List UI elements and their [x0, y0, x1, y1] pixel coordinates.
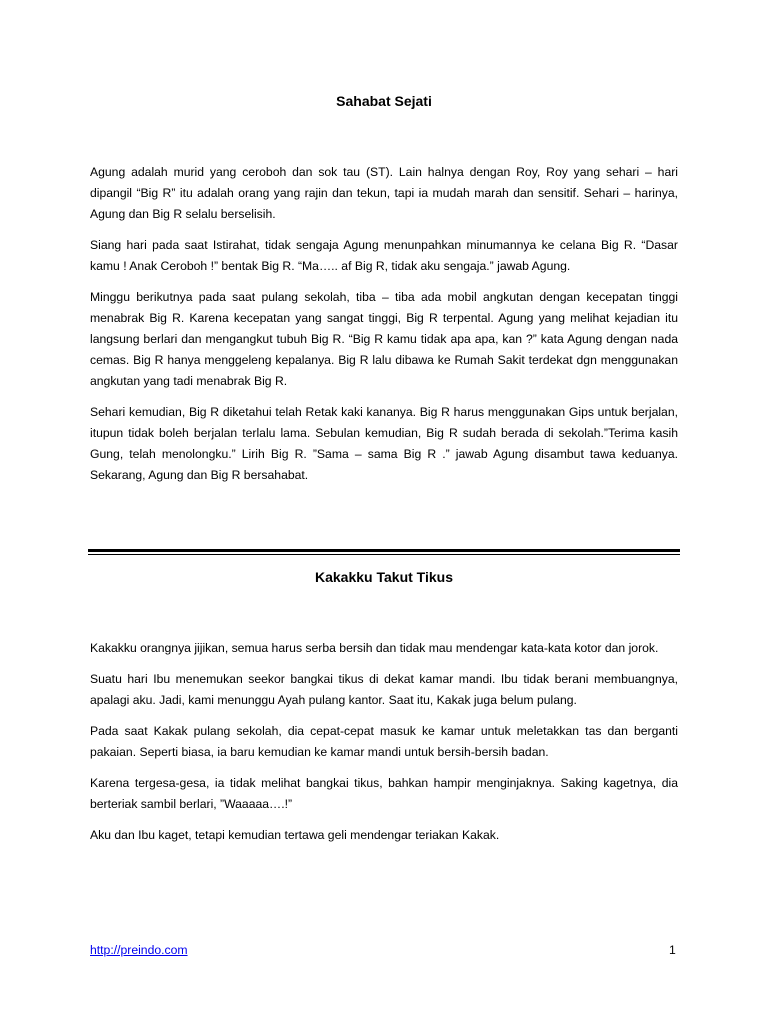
paragraph: Sehari kemudian, Big R diketahui telah Retak kaki kananya. Big R harus menggunakan Gips untuk berjalan, itupun tidak boleh berjalan terlalu lama. Sebulan kemudian, Big R sudah berada di sekolah.”Terima kasih Gung, telah menolongku.” Lirih Big R. ”Sama – sama Big R .” jawab Agung disambut tawa keduanya. Sekarang, Agung dan Big R bersahabat.	[90, 405, 678, 482]
paragraph: Siang hari pada saat Istirahat, tidak sengaja Agung menunpahkan minumannya ke celana Big R. “Dasar kamu ! Anak Ceroboh !” bentak Big R. “Ma….. af Big R, tidak aku sengaja.” jawab Agung.	[90, 238, 678, 273]
paragraph: Karena tergesa-gesa, ia tidak melihat bangkai tikus, bahkan hampir menginjaknya. Saking kagetnya, dia berteriak sambil berlari, ”Waaaaa….!”	[90, 776, 678, 811]
divider-thin-line	[88, 554, 680, 555]
paragraph: Suatu hari Ibu menemukan seekor bangkai tikus di dekat kamar mandi. Ibu tidak berani membuangnya, apalagi aku. Jadi, kami menunggu Ayah pulang kantor. Saat itu, Kakak juga belum pulang.	[90, 672, 678, 707]
story-body	[90, 162, 678, 496]
footer-link[interactable]: http://preindo.com	[90, 943, 188, 957]
paragraph: Agung adalah murid yang ceroboh dan sok tau (ST). Lain halnya dengan Roy, Roy yang sehari – hari dipangil “Big R” itu adalah orang yang rajin dan tekun, tapi ia mudah marah dan sensitif. Sehari – harinya, Agung dan Big R selalu berselisih.	[90, 165, 678, 221]
paragraph: Kakakku orangnya jijikan, semua harus serba bersih dan tidak mau mendengar kata-kata kotor dan jorok.	[90, 641, 659, 655]
divider-thick-line	[88, 549, 680, 552]
story-body	[90, 638, 678, 856]
paragraph: Pada saat Kakak pulang sekolah, dia cepat-cepat masuk ke kamar untuk meletakkan tas dan berganti pakaian. Seperti biasa, ia baru kemudian ke kamar mandi untuk bersih-bersih badan.	[90, 724, 678, 759]
story-title: Sahabat Sejati	[336, 93, 432, 109]
paragraph: Aku dan Ibu kaget, tetapi kemudian tertawa geli mendengar teriakan Kakak.	[90, 828, 500, 842]
paragraph: Minggu berikutnya pada saat pulang sekolah, tiba – tiba ada mobil angkutan dengan kecepatan tinggi menabrak Big R. Karena kecepatan yang sangat tinggi, Big R terpental. Agung yang melihat kejadian itu langsung berlari dan mengangkut tubuh Big R. “Big R kamu tidak apa apa, kan ?” kata Agung dengan nada cemas. Big R hanya menggeleng kepalanya. Big R lalu dibawa ke Rumah Sakit terdekat dgn menggunakan angkutan yang tadi menabrak Big R.	[90, 290, 678, 388]
story-title: Kakakku Takut Tikus	[315, 569, 453, 585]
page-number: 1	[669, 943, 676, 957]
section-divider	[88, 549, 680, 555]
